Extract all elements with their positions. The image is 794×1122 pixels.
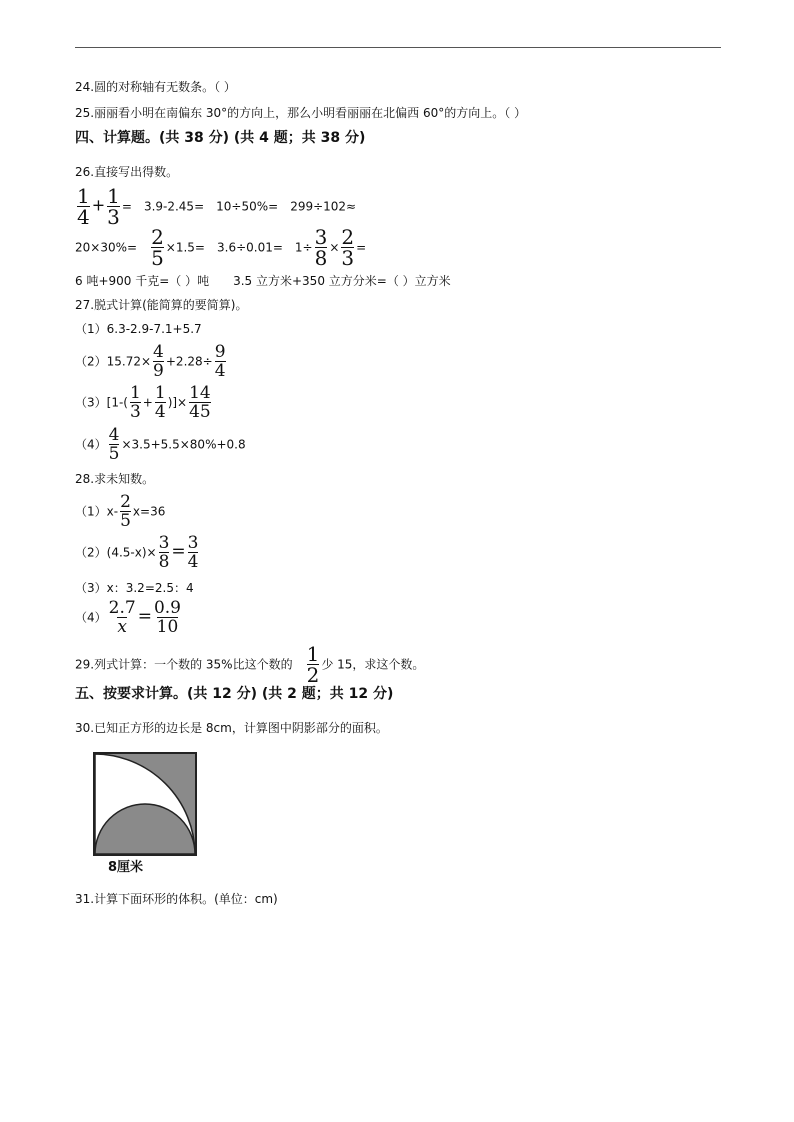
question-29: 29.列式计算：一个数的 35%比这个数的 $\frac{1}{2}$ 少 15，求这个数。 [75, 642, 425, 687]
q27-part-3: （3）[1-( $\frac{1}{3}$ + $\frac{1}{4}$ )]× $\frac{14}{45}$ [75, 383, 211, 422]
fraction: $\frac{1}{4}$ [154, 383, 166, 422]
shaded-square-figure [88, 750, 200, 874]
fraction: $\frac{2.7}{x}$ [108, 598, 136, 637]
fraction: $\frac{14}{45}$ [189, 383, 211, 422]
question-24: 24.圆的对称轴有无数条。（ ） [75, 80, 236, 94]
fraction: $\frac{1}{4}$ [77, 184, 90, 229]
question-31: 31.计算下面环形的体积。(单位：cm) [75, 892, 278, 906]
fraction: $\frac{0.9}{10}$ [153, 598, 181, 637]
section-4-title: 四、计算题。(共 38 分) (共 4 题；共 38 分) [75, 130, 366, 146]
question-25: 25.丽丽看小明在南偏东 30°的方向上，那么小明看丽丽在北偏西 60°的方向上。（ ） [75, 106, 527, 120]
q27-part-4: （4） $\frac{4}{5}$ ×3.5+5.5×80%+0.8 [75, 425, 246, 464]
fraction: $\frac{2}{5}$ [151, 225, 164, 270]
question-26-title: 26.直接写出得数。 [75, 165, 179, 179]
fraction: $\frac{3}{8}$ [314, 225, 328, 270]
question-27-title: 27.脱式计算(能简算的要简算)。 [75, 298, 248, 312]
q27-part-1: （1）6.3-2.9-7.1+5.7 [75, 322, 202, 336]
q26-row-2: 20×30%= $\frac{2}{5}$ ×1.5= 3.6÷0.01= 1÷ $\frac{3}{8}$ × $\frac{2}{3}$ = [75, 225, 367, 270]
fraction: $\frac{2}{5}$ [120, 492, 131, 531]
fraction: $\frac{3}{8}$ [158, 533, 170, 572]
q26-row-1: $\frac{1}{4}$ + $\frac{1}{3}$ = 3.9-2.45= 10÷50%= 299÷102≈ [77, 184, 357, 229]
fraction: $\frac{1}{3}$ [129, 383, 141, 422]
fraction: $\frac{4}{5}$ [108, 425, 120, 464]
q28-part-1: （1）x- $\frac{2}{5}$ x=36 [75, 492, 166, 531]
fraction: $\frac{2}{3}$ [341, 225, 355, 270]
fraction: $\frac{4}{9}$ [153, 342, 164, 381]
fraction: $\frac{3}{4}$ [187, 533, 199, 572]
q28-part-2: （2）(4.5-x)× $\frac{3}{8}$ = $\frac{3}{4}$ [75, 533, 199, 572]
figure-label: 8厘米 [108, 860, 144, 874]
header-rule [75, 47, 721, 48]
fraction: $\frac{1}{2}$ [306, 642, 320, 687]
question-30: 30.已知正方形的边长是 8cm，计算图中阴影部分的面积。 [75, 721, 388, 735]
q28-part-4: （4） $\frac{2.7}{x}$ = $\frac{0.9}{10}$ [75, 598, 181, 637]
fraction: $\frac{1}{3}$ [107, 184, 120, 229]
q26-row-3: 6 吨+900 千克=（ ）吨 3.5 立方米+350 立方分米=（ ）立方米 [75, 274, 451, 288]
section-5-title: 五、按要求计算。(共 12 分) (共 2 题；共 12 分) [75, 686, 394, 702]
fraction: $\frac{9}{4}$ [214, 342, 226, 381]
q28-part-3: （3）x：3.2=2.5：4 [75, 581, 194, 595]
q27-part-2: （2）15.72× $\frac{4}{9}$ +2.28÷ $\frac{9}{4}$ [75, 342, 226, 381]
question-28-title: 28.求未知数。 [75, 472, 155, 486]
